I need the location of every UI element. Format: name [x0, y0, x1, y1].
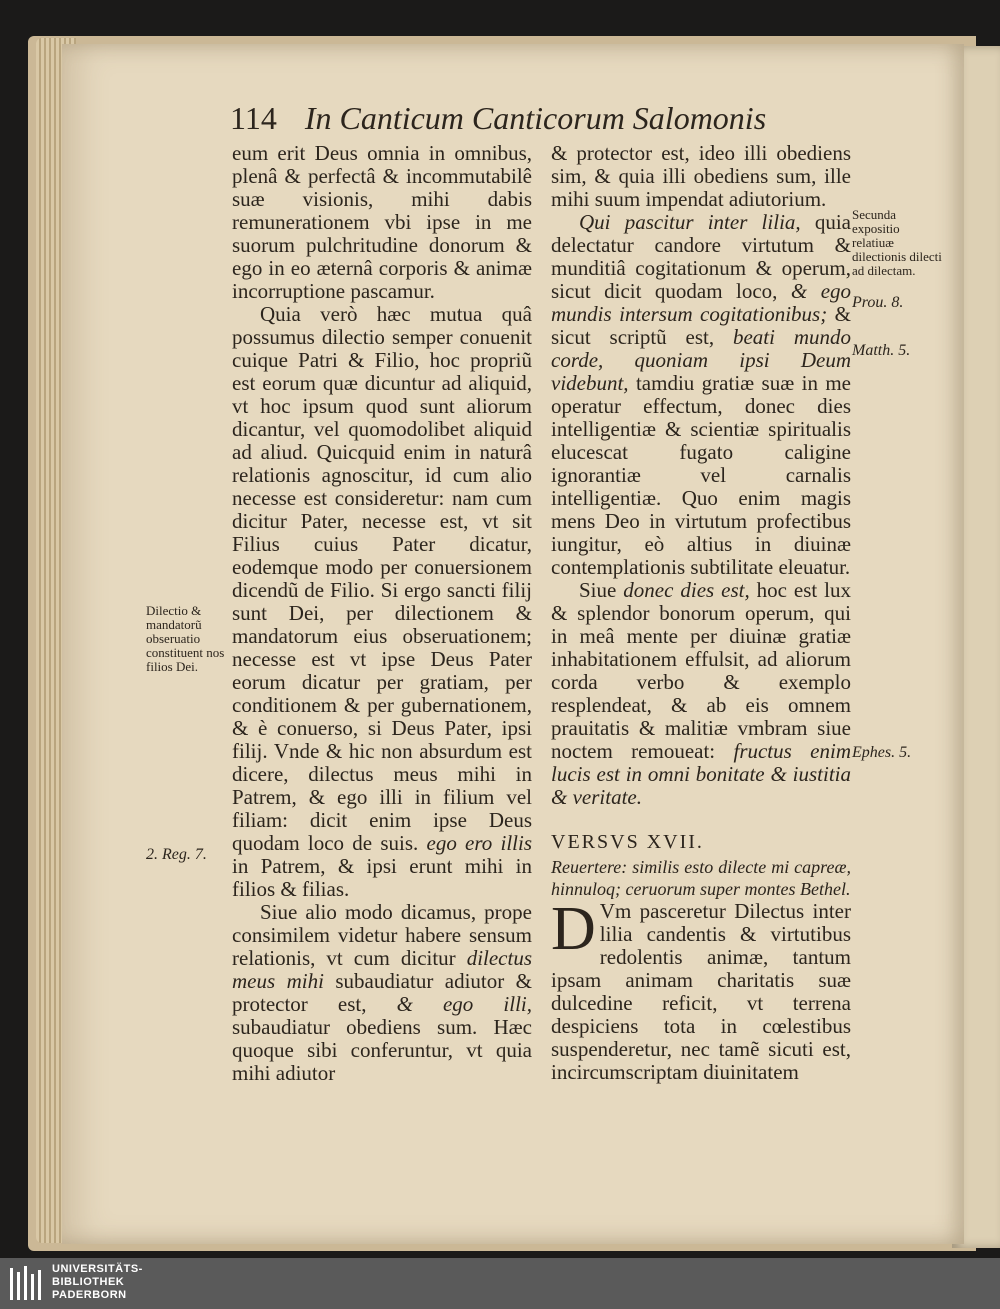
margin-note: Dilectio & mandatorũ obseruatio constituent nos filios Dei.: [146, 603, 225, 674]
paragraph: & protector est, ideo illi obediens sim, & quia illi obediens sum, ille mihi suum impendat adiutorium.: [551, 141, 851, 211]
margin-note: 2. Reg. 7.: [146, 846, 207, 863]
left-column: [232, 142, 532, 1085]
margin-note: Ephes. 5.: [852, 744, 912, 761]
page-title: In Canticum Canticorum Salomonis: [304, 100, 767, 136]
drop-cap: D: [551, 895, 596, 963]
library-name: UNIVERSITÄTS- BIBLIOTHEK PADERBORN: [52, 1263, 143, 1301]
margin-note: Prou. 8.: [852, 294, 904, 311]
paragraph: Quia verò hæc mutua quâ possumus dilectio semper conuenit cuique Patri & Filio, hoc propriũ est eorum quæ dicuntur ad aliquid, vt hoc ipsum quod sunt aliorum dicantur, vel quomodolibet aliquid ad aliud. Quicquid enim in naturâ relationis agnoscitur, id cum alio necesse est consideretur: nam cum dicitur Pater, necesse est, vt sit Filius cuius Pater dicatur, eodemque modo per conuersionem dicendũ de Filio. Si ergo sancti filij sunt Dei, per dilectionem & mandatorum eius obseruationem; necesse est vt ipse Deus Pater eorum dicatur per gratiam, per conditionem & per gubernationem, & è conuerso, si Deus Pater, ipsi filij. Vnde & hic non absurdum est dicere, dilectus meus mihi in Patrem, & ego illi in filium vel filiam: dicit enim ipse Deus quodam loco de suis. ego ero illis in Patrem, & ipsi erunt mihi in filios & filias.: [232, 302, 533, 901]
paragraph: Qui pascitur inter lilia, quia delectatur candore virtutum & munditiâ cogitationum & operum, sicut dicit quodam loco, & ego mundis intersum cogitationibus; & sicut scriptũ est, beati mundo corde, quoniam ipsi Deum videbunt, tamdiu gratiæ suæ in me operatur effectum, donec dies intelligentiæ & scientiæ spiritualis elucescat fugato caligine ignorantiæ vel carnalis intelligentiæ. Quo enim magis mens Deo in virtutum profectibus iungitur, eò altius in diuinæ contemplationis subtilitate eleuatur.: [551, 210, 852, 579]
verse-lemma: Reuertere: similis esto dilecte mi capreæ, hinnuloq; ceruorum super montes Bethel.: [551, 857, 851, 899]
page-number: 114: [230, 100, 277, 136]
margin-note: Matth. 5.: [852, 342, 911, 359]
library-footer: [0, 1258, 1000, 1309]
library-logo-icon: [8, 1264, 46, 1304]
paragraph: Siue alio modo dicamus, prope consimilem videtur habere sensum relationis, vt cum dicitur dilectus meus mihi subaudiatur adiutor & protector est, & ego illi, subaudiatur obediens sum. Hæc quoque sibi conferuntur, vt quia mihi adiutor: [232, 900, 533, 1085]
paragraph: eum erit Deus omnia in omnibus, plenâ & perfectâ & incommutabilê suæ visionis, mihi dabis remunerationem vbi ipse in me suorum pulchritudine donorum & ego in eo æternâ corporis & animæ incorruptione pascamur.: [232, 141, 532, 303]
right-column: [551, 142, 851, 1084]
verse-heading: VERSVS XVII.: [551, 831, 704, 853]
margin-note: Secunda expositio relatiuæ dilectionis dilecti ad dilectam.: [852, 207, 942, 278]
running-head: [230, 96, 850, 140]
paragraph: Siue donec dies est, hoc est lux & splendor bonorum operum, qui in meâ mente per diuinæ gratiæ inhabitationem effulsit, ad aliorum corda verbo & exemplo resplendeat, & ab eis omnem prauitatis & malitiæ vmbram siue noctem remoueat: fructus enim lucis est in omni bonitate & iustitia & veritate.: [551, 578, 851, 809]
paragraph: D Vm pasceretur Dilectus inter lilia candentis & virtutibus redolentis animæ, tantum ipsam animam charitatis suæ dulcedine reficit, vt terrena despiciens tota in cœlestibus suspenderetur, nec tamẽ sicuti est, incircumscriptam diuinitatem: [551, 895, 851, 1084]
